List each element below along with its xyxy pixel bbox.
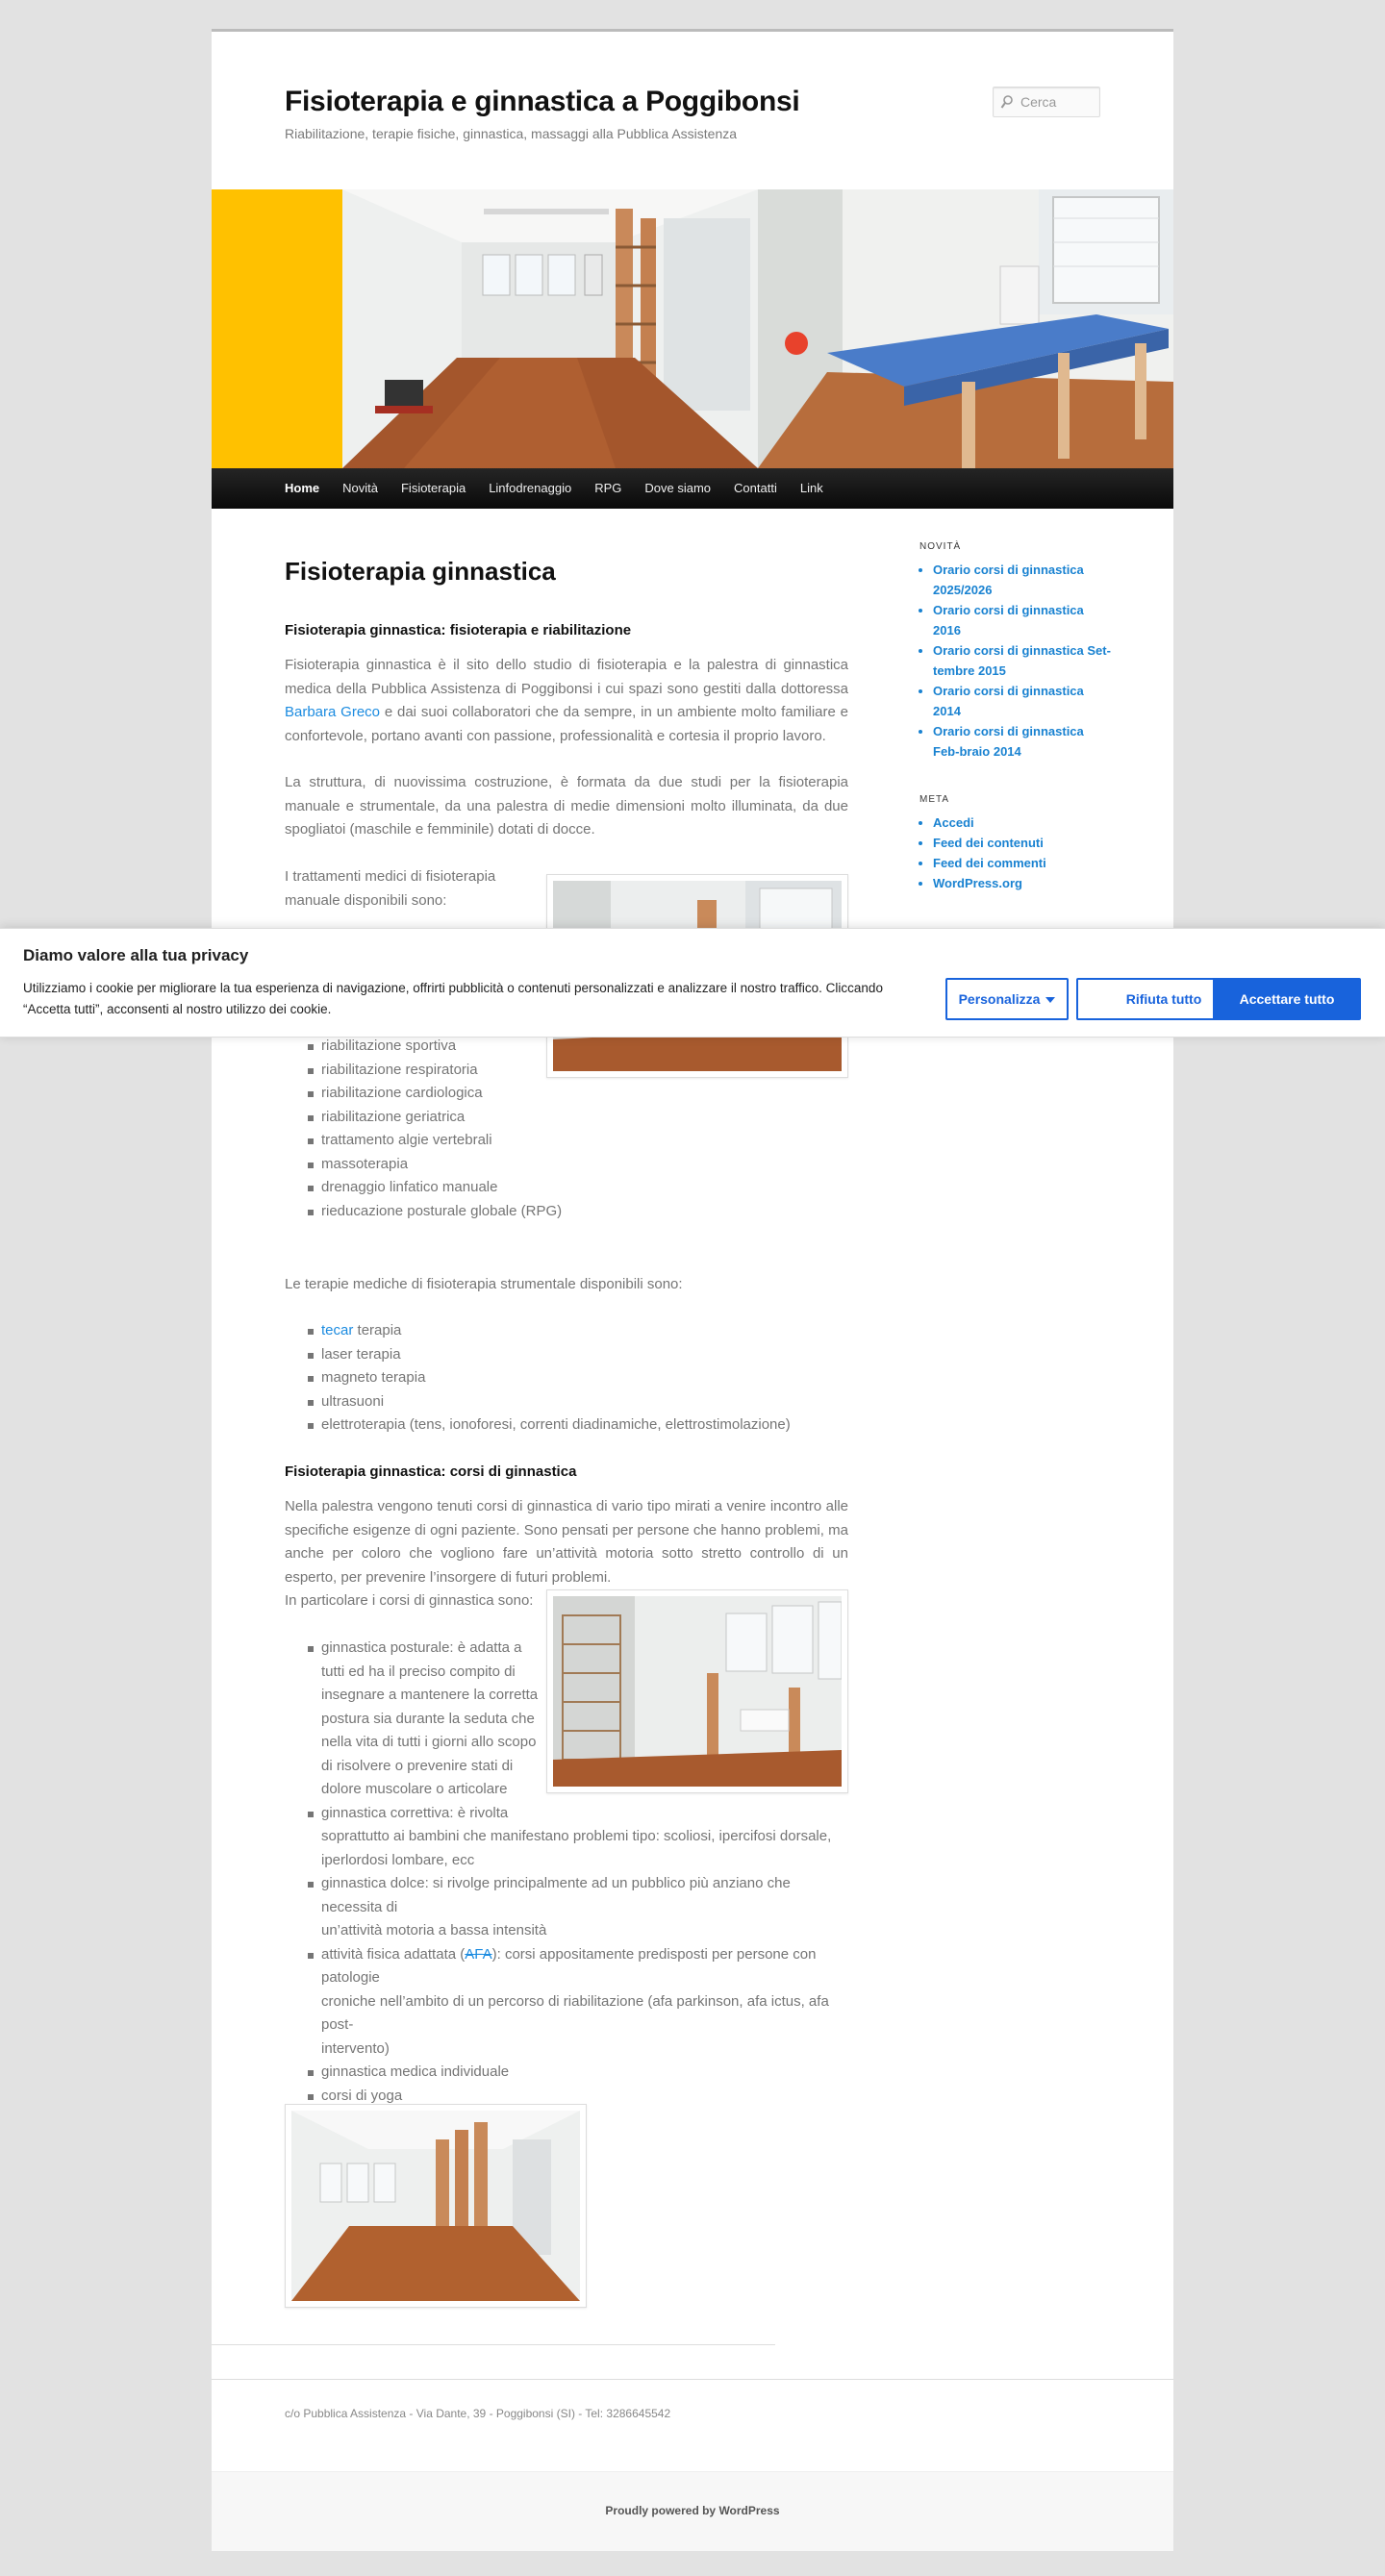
search-input[interactable]: [1019, 91, 1095, 113]
list-item: riabilitazione cardiologica: [321, 1082, 562, 1106]
list-item: massoterapia: [321, 1153, 562, 1177]
list-item: laser terapia: [321, 1343, 791, 1367]
sidebar-link[interactable]: • Orario corsi di ginnastica Feb-braio 2014: [933, 721, 1112, 762]
footer-divider: [212, 2379, 1173, 2380]
list-item: tecar terapia: [321, 1319, 791, 1343]
header-image: [212, 189, 1173, 468]
barbara-greco-link[interactable]: Barbara Greco: [285, 704, 381, 720]
nav-item-novita[interactable]: Novità: [342, 481, 378, 495]
afa-abbr-link[interactable]: AFA: [465, 1945, 492, 1963]
section-heading-corsi: Fisioterapia ginnastica: corsi di ginnastica: [285, 1463, 577, 1480]
list-item: elettroterapia (tens, ionoforesi, correnti diadinamiche, elettrostimolazione): [321, 1413, 791, 1438]
list-item: ultrasuoni: [321, 1390, 791, 1414]
footer-address: c/o Pubblica Assistenza - Via Dante, 39 - Poggibonsi (SI) - Tel: 3286645542: [285, 2407, 671, 2420]
page-title: Fisioterapia ginnastica: [285, 557, 556, 586]
list-item: riabilitazione geriatrica: [321, 1106, 562, 1130]
list-item: drenaggio linfatico manuale: [321, 1176, 562, 1200]
list-item: riabilitazione respiratoria: [321, 1059, 562, 1083]
sidebar-link[interactable]: • Orario corsi di ginnastica Set-tembre 2015: [933, 640, 1112, 681]
sidebar: [919, 541, 1112, 893]
sidebar-link[interactable]: • Feed dei commenti: [933, 853, 1112, 873]
list-item: attività fisica adattata (AFA): corsi appositamente predisposti per persone con patologie croniche nell’ambito di un percorso di riabilitazione (afa parkinson, afa ictus, afa post- intervento): [321, 1943, 848, 2062]
search-icon: [1000, 94, 1014, 110]
page-container: [212, 29, 1173, 2548]
intro-paragraph: Fisioterapia ginnastica è il sito dello studio di fisioterapia e la palestra di ginnastica medica della Pubblica Assistenza di Poggibonsi i cui spazi sono gestiti dalla dottoressa Barbara Greco e dai suoi collaboratori che da sempre, in un ambiente molto familiare e confortevole, portano avanti con passione, professionalità e cortesia il proprio lavoro.: [285, 657, 848, 744]
novita-list: [919, 560, 1112, 762]
nav-item-fisioterapia[interactable]: Fisioterapia: [400, 481, 466, 495]
caret-down-icon: [1045, 997, 1055, 1003]
sidebar-link[interactable]: • Orario corsi di ginnastica 2014: [933, 681, 1112, 721]
instrumental-therapies-list: [321, 1319, 791, 1438]
list-item: corsi di yoga: [321, 2085, 848, 2109]
sidebar-link[interactable]: • Feed dei contenuti: [933, 833, 1112, 853]
section-heading-riabilitazione: Fisioterapia ginnastica: fisioterapia e riabilitazione: [285, 622, 632, 638]
widget-title-meta: META: [919, 794, 950, 805]
manual-treatments-list: [321, 1035, 562, 1223]
list-item: riabilitazione sportiva: [321, 1035, 562, 1059]
courses-list: [321, 1637, 848, 2155]
content-divider: [212, 2344, 775, 2345]
sidebar-link[interactable]: • Orario corsi di ginnastica 2016: [933, 600, 1112, 640]
widget-title-novita: NOVITÀ: [919, 541, 962, 552]
powered-by[interactable]: Proudly powered by WordPress: [212, 2471, 1173, 2551]
list-item: magneto terapia: [321, 1366, 791, 1390]
search-box[interactable]: [993, 87, 1100, 117]
nav-item-dove-siamo[interactable]: Dove siamo: [644, 481, 712, 495]
list-item: rieducazione posturale globale (RPG): [321, 1200, 562, 1224]
tecar-link[interactable]: tecar: [321, 1322, 354, 1338]
meta-list: [919, 813, 1112, 893]
nav-item-contatti[interactable]: Contatti: [734, 481, 777, 495]
cookie-title: Diamo valore alla tua privacy: [23, 946, 249, 964]
cookie-message: Utilizziamo i cookie per migliorare la tua esperienza di navigazione, offrirti pubblicità o contenuti personalizzati e analizzare il nostro traffico. Cliccando “Accetta tutti”, acconsenti al nostro utilizzo dei cookie.: [23, 981, 883, 1016]
courses-intro: In particolare i corsi di ginnastica sono:: [285, 1592, 534, 1609]
list-item: ginnastica posturale: è adatta a tutti ed ha il preciso compito di insegnare a mantenere la corretta postura sia durante la seduta che nella vita di tutti i giorni allo scopo di risolvere o prevenire stati di dolore muscolare o articolare: [321, 1637, 848, 1802]
sidebar-link[interactable]: • Orario corsi di ginnastica 2025/2026: [933, 560, 1112, 600]
sidebar-link[interactable]: • Accedi: [933, 813, 1112, 833]
list-item: ginnastica correttiva: è rivolta soprattutto ai bambini che manifestano problemi tipo: scoliosi, ipercifosi dorsale, iperlordosi lombare, ecc: [321, 1802, 848, 1873]
nav-item-link[interactable]: Link: [799, 481, 823, 495]
structure-paragraph: La struttura, di nuovissima costruzione, è formata da due studi per la fisioterapia manuale e strumentale, da una palestra di medie dimensioni molto illuminata, da due spogliatoi (maschile e femminile) dotati di docce.: [285, 774, 848, 838]
customize-button[interactable]: Personalizza: [945, 978, 1069, 1020]
list-item: ginnastica medica individuale: [321, 2061, 848, 2085]
list-item: trattamento algie vertebrali: [321, 1129, 562, 1153]
courses-paragraph: Nella palestra vengono tenuti corsi di ginnastica di vario tipo mirati a venire incontro alle specifiche esigenze di ogni paziente. Sono pensati per persone che hanno problemi, ma anche per coloro che vogliono fare un’attività motoria sotto stretto controllo di un esperto, per prevenire l’insorgere di futuri problemi.: [285, 1498, 848, 1586]
site-description: Riabilitazione, terapie fisiche, ginnastica, massaggi alla Pubblica Assistenza: [285, 126, 738, 141]
gym-photo-2: [285, 2104, 587, 2308]
accept-all-button[interactable]: Accettare tutto: [1213, 978, 1361, 1020]
site-title[interactable]: Fisioterapia e ginnastica a Poggibonsi: [285, 86, 800, 117]
main-navigation: [212, 468, 1173, 509]
sidebar-link[interactable]: • WordPress.org: [933, 873, 1112, 893]
nav-item-rpg[interactable]: RPG: [594, 481, 622, 495]
instrumental-intro: Le terapie mediche di fisioterapia strumentale disponibili sono:: [285, 1276, 683, 1292]
manual-treatments-intro: I trattamenti medici di fisioterapia manuale disponibili sono:: [285, 868, 496, 909]
list-item: ginnastica dolce: si rivolge principalmente ad un pubblico più anziano che necessita di un’attività motoria a bassa intensità: [321, 1872, 848, 1943]
reject-all-button[interactable]: Rifiuta tutto: [1076, 978, 1251, 1020]
nav-item-home[interactable]: Home: [285, 481, 320, 495]
cookie-banner: [0, 928, 1385, 1038]
nav-item-linfodrenaggio[interactable]: Linfodrenaggio: [489, 481, 572, 495]
